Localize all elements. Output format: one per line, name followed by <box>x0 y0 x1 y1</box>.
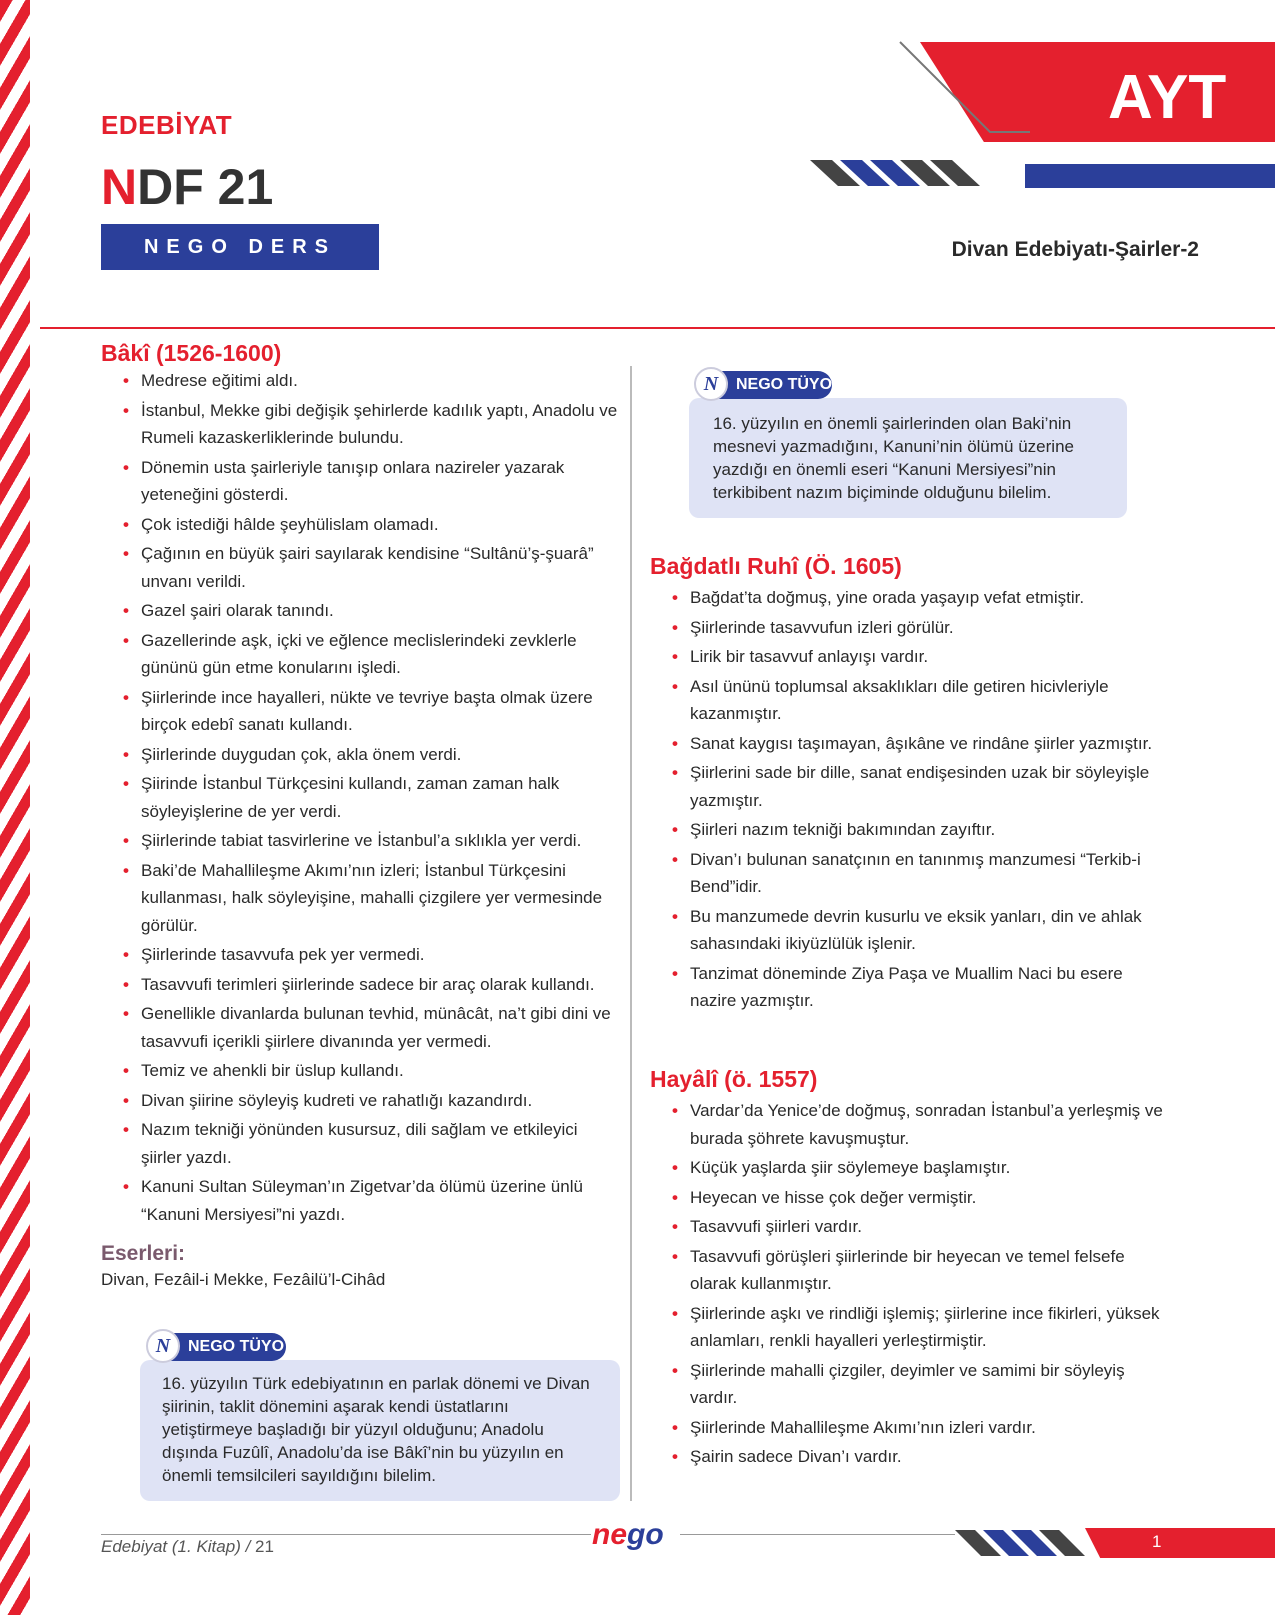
list-item: • Şiirlerinde mahalli çizgiler, deyimler ve samimi bir söyleyiş vardır. <box>667 1357 1167 1412</box>
footer-book-label: Edebiyat (1. Kitap) / <box>101 1537 251 1556</box>
section-title-ruhi: Bağdatlı Ruhî (Ö. 1605) <box>650 553 902 579</box>
list-item: • Medrese eğitimi aldı. <box>118 367 618 395</box>
tip-badge-right <box>698 371 832 399</box>
logo-part-b: go <box>627 1518 664 1551</box>
list-item: • Lirik bir tasavvuf anlayışı vardır. <box>667 643 1167 671</box>
list-item: • İstanbul, Mekke gibi değişik şehirlerde kadılık yaptı, Anadolu ve Rumeli kazaskerliklerinde bulundu. <box>118 397 618 452</box>
list-item: • Divan’ı bulunan sanatçının en tanınmış manzumesi “Terkib-i Bend”idir. <box>667 846 1167 901</box>
footer-book <box>101 1537 274 1557</box>
tip-badge-left <box>150 1333 286 1361</box>
header-accent-lines <box>890 40 1030 140</box>
document-code <box>101 158 273 216</box>
list-item: • Baki’de Mahallileşme Akımı’nın izleri; İstanbul Türkçesini kullanması, halk söyleyişine, mahalli çizgilere yer vermesinde görülür. <box>118 857 618 940</box>
tip-label: NEGO TÜYO <box>188 1338 285 1355</box>
list-item: • Genellikle divanlarda bulunan tevhid, münâcât, na’t gibi dini ve tasavvufi içerikli şiirlere divanında yer vermedi. <box>118 1000 618 1055</box>
list-item: • Kanuni Sultan Süleyman’ın Zigetvar’da ölümü üzerine ünlü “Kanuni Mersiyesi”ni yazdı. <box>118 1173 618 1228</box>
list-item: • Şiirlerinde ince hayalleri, nükte ve tevriye başta olmak üzere birçok edebî sanatı kullandı. <box>118 684 618 739</box>
decorative-stripe <box>0 0 30 1615</box>
page-number: 1 <box>1152 1532 1162 1551</box>
header-slashes <box>810 160 1030 190</box>
header-blue-bar <box>1025 164 1275 188</box>
list-item: • Şiirlerinde tasavvufun izleri görülür. <box>667 614 1167 642</box>
nego-logo <box>592 1518 664 1552</box>
ruhi-list <box>667 584 1167 1017</box>
header-divider <box>40 327 1275 329</box>
tip-text: 16. yüzyılın en önemli şairlerinden olan Baki’nin mesnevi yazmadığını, Kanuni’nin ölümü üzerine yazdığı en önemli eseri “Kanuni Mersiyesi”nin terkibibent nazım biçiminde olduğunu bilelim. <box>713 414 1074 502</box>
subject-title: EDEBİYAT <box>101 110 233 140</box>
list-item: • Şiirlerinde Mahallileşme Akımı’nın izleri vardır. <box>667 1414 1167 1442</box>
list-item: • Gazel şairi olarak tanındı. <box>118 597 618 625</box>
works-title: Eserleri: <box>101 1242 186 1265</box>
works-text: Divan, Fezâil-i Mekke, Fezâilü’l-Cihâd <box>101 1270 386 1289</box>
page-number-banner <box>1085 1528 1275 1558</box>
section-title-baki: Bâkî (1526-1600) <box>101 340 282 366</box>
list-item: • Küçük yaşlarda şiir söylemeye başlamıştır. <box>667 1154 1167 1182</box>
list-item: • Vardar’da Yenice’de doğmuş, sonradan İstanbul’a yerleşmiş ve burada şöhrete kavuşmuştur. <box>667 1097 1167 1152</box>
list-item: • Divan şiirine söyleyiş kudreti ve rahatlığı kazandırdı. <box>118 1087 618 1115</box>
list-item: • Nazım tekniği yönünden kusursuz, dili sağlam ve etkileyici şiirler yazdı. <box>118 1116 618 1171</box>
code-rest: DF 21 <box>137 159 274 215</box>
footer-book-page: 21 <box>255 1537 274 1556</box>
logo-part-a: ne <box>592 1518 628 1551</box>
list-item: • Şiirlerinde tabiat tasvirlerine ve İstanbul’a sıklıkla yer verdi. <box>118 827 618 855</box>
tip-box-left <box>140 1360 620 1501</box>
baki-list <box>118 367 618 1230</box>
list-item: • Çok istediği hâlde şeyhülislam olamadı. <box>118 511 618 539</box>
list-item: • Tasavvufi terimleri şiirlerinde sadece bir araç olarak kullandı. <box>118 971 618 999</box>
list-item: • Şiirlerinde tasavvufa pek yer vermedi. <box>118 941 618 969</box>
list-item: • Şiirlerinde aşkı ve rindliği işlemiş; şiirlerine ince fikirleri, yüksek anlamları, renkli hayalleri yerleştirmiştir. <box>667 1300 1167 1355</box>
list-item: • Çağının en büyük şairi sayılarak kendisine “Sultânü’ş-şuarâ” unvanı verildi. <box>118 540 618 595</box>
list-item: • Tasavvufi şiirleri vardır. <box>667 1213 1167 1241</box>
column-divider <box>630 366 632 1501</box>
list-item: • Şiirlerinde duygudan çok, akla önem verdi. <box>118 741 618 769</box>
tip-label: NEGO TÜYO <box>736 376 833 393</box>
nego-icon: N <box>694 367 728 401</box>
hayali-list <box>667 1097 1167 1473</box>
foy-label: NEGO DERS FÖYÜ <box>101 224 379 270</box>
footer-line-right <box>680 1534 955 1535</box>
list-item: • Bu manzumede devrin kusurlu ve eksik yanları, din ve ahlak sahasındaki ikiyüzlülük işlenir. <box>667 903 1167 958</box>
tip-text: 16. yüzyılın Türk edebiyatının en parlak dönemi ve Divan şiirinin, taklit dönemini aşarak kendi üstatlarını yetiştirmeye başladığı bir yüzyıl olduğunu; Anadolu dışında Fuzûlî, Anadolu’da ise Bâkî’nin bu yüzyılın en önemli temsilcileri sayıldığını bilelim. <box>162 1374 590 1485</box>
tip-box-right <box>689 398 1127 518</box>
list-item: • Şiirinde İstanbul Türkçesini kullandı, zaman zaman halk söyleyişlerine de yer verdi. <box>118 770 618 825</box>
list-item: • Şiirleri nazım tekniği bakımından zayıftır. <box>667 816 1167 844</box>
footer-line-left <box>101 1534 591 1535</box>
list-item: • Dönemin usta şairleriyle tanışıp onlara nazireler yazarak yeteneğini gösterdi. <box>118 454 618 509</box>
nego-icon: N <box>146 1329 180 1363</box>
list-item: • Asıl ününü toplumsal aksaklıkları dile getiren hicivleriyle kazanmıştır. <box>667 673 1167 728</box>
list-item: • Heyecan ve hisse çok değer vermiştir. <box>667 1184 1167 1212</box>
list-item: • Bağdat’ta doğmuş, yine orada yaşayıp vefat etmiştir. <box>667 584 1167 612</box>
list-item: • Sanat kaygısı taşımayan, âşıkâne ve rindâne şiirler yazmıştır. <box>667 730 1167 758</box>
list-item: • Gazellerinde aşk, içki ve eğlence meclislerindeki zevklerle gününü gün etme konularını işledi. <box>118 627 618 682</box>
topic-title: Divan Edebiyatı-Şairler-2 <box>951 238 1199 261</box>
footer-slashes <box>955 1530 1085 1560</box>
list-item: • Şiirlerini sade bir dille, sanat endişesinden uzak bir söyleyişle yazmıştır. <box>667 759 1167 814</box>
list-item: • Temiz ve ahenkli bir üslup kullandı. <box>118 1057 618 1085</box>
list-item: • Tasavvufi görüşleri şiirlerinde bir heyecan ve temel felsefe olarak kullanmıştır. <box>667 1243 1167 1298</box>
list-item: • Tanzimat döneminde Ziya Paşa ve Muallim Naci bu esere nazire yazmıştır. <box>667 960 1167 1015</box>
exam-badge: AYT <box>1108 63 1227 132</box>
list-item: • Şairin sadece Divan’ı vardır. <box>667 1443 1167 1471</box>
code-initial: N <box>101 159 138 215</box>
section-title-hayali: Hayâlî (ö. 1557) <box>650 1066 818 1092</box>
